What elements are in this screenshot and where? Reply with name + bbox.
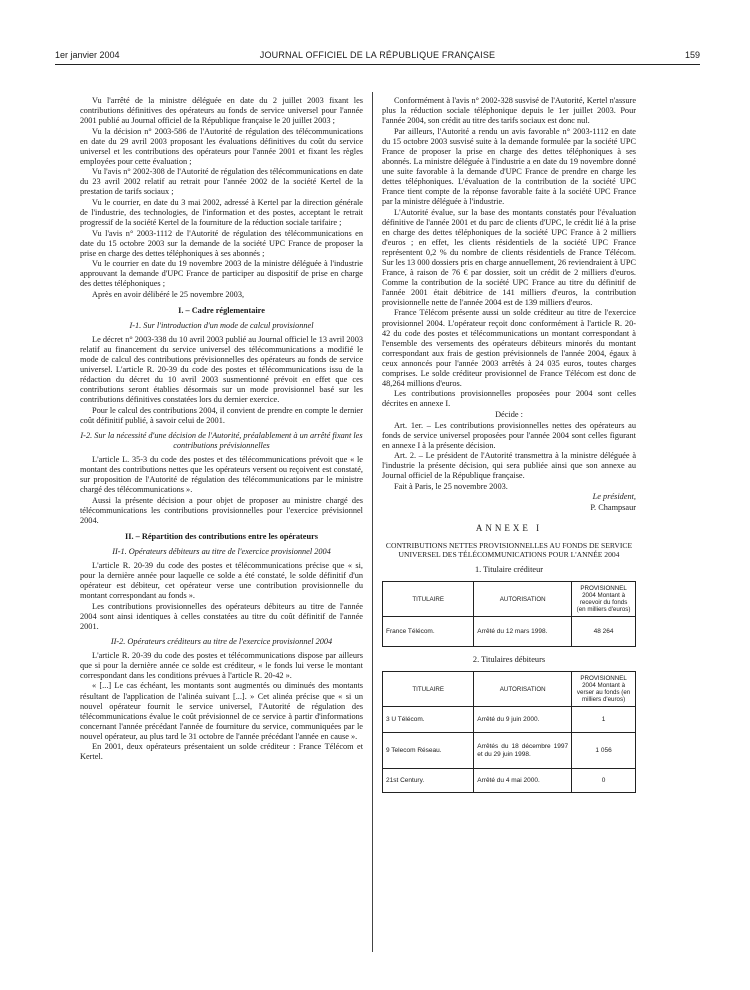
paragraph: Conformément à l'avis n° 2002-328 susvisé de l'Autorité, Kertel n'assure plus la réduction sociale téléphonique depuis le 1er juillet 2003. Pour l'année 2004, son crédit au titre des tarifs sociaux est donc nul. [382, 96, 636, 126]
col-header-autorisation: AUTORISATION [474, 672, 572, 707]
paragraph: L'article L. 35-3 du code des postes et des télécommunications prévoit que « le montant des contributions nettes que les opérateurs versent ou reçoivent est constaté, sur proposition de l'Autorité de régulation des télécommunications par le ministre chargé des télécommunications ». [80, 455, 363, 495]
paragraph: Vu le courrier, en date du 3 mai 2002, adressé à Kertel par la direction générale de l'industrie, des technologies, de l'information et des postes, acceptant le retrait progressif de la société Kertel de la fourniture de la réduction sociale tarifaire ; [80, 197, 363, 228]
paragraph: Après en avoir délibéré le 25 novembre 2003, [92, 289, 245, 299]
signature-line: Le président, [592, 492, 636, 502]
paragraph: « [...] Le cas échéant, les montants sont augmentés ou diminués des montants résultant de l'application de l'alinéa suivant [...]. » Cet alinéa précise que « si un nouvel opérateur fournit le service universel, l'Autorité de régulation des télécommunications évalue le coût prévisionnel de ce service à partir d'informations concernant l'année précédant l'année de fourniture du service, communiquées par le nouvel opérateur, au plus tard le 31 octobre de l'année précédant l'année en cause ». [80, 681, 363, 741]
header-date: 1er janvier 2004 [55, 50, 120, 60]
paragraph: Fait à Paris, le 25 novembre 2003. [394, 481, 508, 491]
table-row [383, 733, 636, 769]
header-page-number: 159 [684, 50, 700, 60]
col-header-provisionnel: PROVISIONNEL 2004 Montant à recevoir du fonds (en milliers d'euros) [572, 582, 636, 617]
paragraph: En 2001, deux opérateurs présentaient un solde créditeur : France Télécom et Kertel. [80, 742, 363, 762]
right-column [382, 96, 636, 801]
paragraph: L'Autorité évalue, sur la base des montants constatés pour l'évaluation définitive de l'année 2001 et du parc de clients d'UPC, le crédit lié à la prise en charge des dettes téléphoniques de la société UPC France à 2 milliers d'euros ; en effet, les clients résidentiels de la société UPC France représentent 0,2 % du nombre de clients résidentiels de France Télécom. Sur les 13 000 dossiers pris en charge annuellement, 26 reviendraient à UPC France, à raison de 76 € par dossier, soit un crédit de 2 milliers d'euros. Comme la contribution de la société UPC France au titre du définitif de l'année 2001 était débitrice de 141 milliers d'euros, la contribution provisionnelle nette de l'année 2004 est de 139 milliers d'euros. [382, 207, 636, 307]
annex-title: CONTRIBUTIONS NETTES PROVISIONNELLES AU FONDS DE SERVICE UNIVERSEL DES TÉLÉCOMMUNICATIONS POUR L'ANNÉE 2004 [385, 540, 633, 559]
paragraph: Les contributions provisionnelles des opérateurs débiteurs au titre de l'année 2004 sont ainsi identiques à celles constatées au titre du coût définitif de l'année 2001. [80, 601, 363, 631]
cell-titulaire: 21st Century. [383, 769, 474, 793]
paragraph: Vu la décision n° 2003-586 de l'Autorité de régulation des télécommunications en date du 29 avril 2003 proposant les évaluations définitives du coût du service universel et les contributions des opérateurs pour l'année 2001 et fixant les règles employées pour cette évaluation ; [80, 126, 363, 166]
cell-montant: 48 264 [572, 617, 636, 647]
col-header-titulaire: TITULAIRE [383, 582, 474, 617]
cell-montant: 1 [572, 707, 636, 733]
column-divider [372, 92, 373, 952]
left-column [80, 96, 363, 763]
col-header-autorisation: AUTORISATION [474, 582, 572, 617]
decision-heading: Décide : [495, 409, 523, 419]
paragraph: Par ailleurs, l'Autorité a rendu un avis favorable n° 2003-1112 en date du 15 octobre 2003 susvisé suite à la demande formulée par la société UPC France de proposer la prise en charge des dettes téléphoniques à ses abonnés. La ministre déléguée à l'industrie a en date du 19 novembre donné une suite favorable à la demande d'UPC France de prendre en charge les dettes téléphoniques. L'évaluation de la contribution de la société UPC France tient compte de la réponse favorable faite à la société UPC France par la ministre déléguée à l'industrie. [382, 126, 636, 206]
paragraph: Vu le courrier en date du 19 novembre 2003 de la ministre déléguée à l'industrie approuvant la demande d'UPC France de participer au dispositif de prise en charge des dettes téléphoniques ; [80, 259, 363, 289]
annex-label: ANNEXE I [475, 522, 543, 533]
cell-autorisation: Arrêté du 9 juin 2000. [474, 707, 572, 733]
table-row [383, 707, 636, 733]
subsection-heading: I-1. Sur l'introduction d'un mode de calcul provisionnel [129, 320, 314, 330]
cell-autorisation: Arrêté du 12 mars 1998. [474, 617, 572, 647]
subsection-heading: I-2. Sur la nécessité d'une décision de l'Autorité, préalablement à un arrêté fixant les contributions prévisionnelles [80, 430, 363, 450]
paragraph: Art. 2. – Le président de l'Autorité transmettra à la ministre déléguée à l'industrie la présente décision, qui sera publiée ainsi que son annexe au Journal officiel de la République française. [382, 451, 636, 481]
cell-autorisation: Arrêtés du 18 décembre 1997 et du 29 juin 1998. [474, 733, 572, 769]
paragraph: Vu l'avis n° 2003-1112 de l'Autorité de régulation des télécommunications en date du 15 octobre 2003 sur la demande de la société UPC France de proposer la prise en charge des dettes téléphoniques à ses abonnés ; [80, 228, 363, 258]
table-row [383, 769, 636, 793]
col-header-titulaire: TITULAIRE [383, 672, 474, 707]
paragraph: Art. 1er. – Les contributions provisionnelles nettes des opérateurs au fonds de service universel proposées pour l'année 2004 sont celles figurant en annexe I à la présente décision. [382, 420, 636, 450]
cell-titulaire: 9 Telecom Réseau. [383, 733, 474, 769]
paragraph: L'article R. 20-39 du code des postes et télécommunications précise que « si, pour la dernière année pour laquelle ce solde a été constaté, le solde définitif d'un opérateur est débiteur, cet opérateur verse une contribution provisionnelle du montant correspondant au fonds ». [80, 560, 363, 601]
table-header-row [383, 582, 636, 617]
cell-titulaire: 3 U Télécom. [383, 707, 474, 733]
header-rule [55, 64, 700, 65]
running-header [55, 50, 700, 64]
right-column-text [382, 96, 636, 513]
section-heading: II. – Répartition des contributions entre les opérateurs [125, 531, 318, 541]
table2-title: 2. Titulaires débiteurs [472, 655, 546, 665]
paragraph: Le décret n° 2003-338 du 10 avril 2003 publié au Journal officiel le 13 avril 2003 relatif au financement du service universel des télécommunications a modifié le mode de calcul des contributions prévisionnelles des opérateurs au fonds de service universel. L'article R. 20-39 du code des postes et télécommunications issu de la rédaction du décret du 10 avril 2003 susmentionné prévoit en effet que ces contributions seront établies désormais sur un mode provisionnel basé sur les contributions définitives constatées lors du dernier exercice. [80, 335, 363, 405]
paragraph: Les contributions provisionnelles proposées pour 2004 sont celles décrites en annexe I. [382, 389, 636, 409]
cell-titulaire: France Télécom. [383, 617, 474, 647]
header-journal-title: JOURNAL OFFICIEL DE LA RÉPUBLIQUE FRANÇAISE [259, 50, 496, 60]
cell-montant: 0 [572, 769, 636, 793]
paragraph: Vu l'arrêté de la ministre déléguée en date du 2 juillet 2003 fixant les contributions définitives des opérateurs au fonds de service universel pour l'année 2001 publié au Journal officiel de la République française le 20 juillet 2003 ; [80, 96, 363, 126]
paragraph: Pour le calcul des contributions 2004, il convient de prendre en compte le dernier coût définitif publié, à savoir celui de 2001. [80, 405, 363, 425]
subsection-heading: II-2. Opérateurs créditeurs au titre de l'exercice provisionnel 2004 [110, 636, 333, 646]
col-header-provisionnel: PROVISIONNEL 2004 Montant à verser au fonds (en milliers d'euros) [572, 672, 636, 707]
table-row [383, 617, 636, 647]
paragraph: Aussi la présente décision a pour objet de proposer au ministre chargé des télécommunications les contributions provisionnelles pour l'exercice prévisionnel 2004. [80, 495, 363, 525]
table1-title: 1. Titulaire créditeur [475, 564, 543, 574]
table-header-row [383, 672, 636, 707]
cell-autorisation: Arrêté du 4 mai 2000. [474, 769, 572, 793]
paragraph: L'article R. 20-39 du code des postes et télécommunications dispose par ailleurs que si pour la dernière année ce solde est créditeur, « le fonds lui verse le montant correspondant dans les conditions prévues à l'article R. 20-42 ». [80, 650, 363, 680]
subsection-heading: II-1. Opérateurs débiteurs au titre de l'exercice provisionnel 2004 [112, 546, 331, 556]
paragraph: Vu l'avis n° 2002-308 de l'Autorité de régulation des télécommunications en date du 23 avril 2002 relatif au retrait pour l'année 2002 de la société Kertel de la prestation de tarifs sociaux ; [80, 167, 363, 197]
cell-montant: 1 056 [572, 733, 636, 769]
creditor-table [382, 581, 636, 647]
section-heading: I. – Cadre réglementaire [178, 305, 265, 315]
debtor-table [382, 671, 636, 793]
paragraph: France Télécom présente aussi un solde créditeur au titre de l'exercice provisionnel 2004. L'opérateur reçoit donc conformément à l'article R. 20-42 du code des postes et télécommunications un montant correspondant à l'ensemble des versements des opérateurs débiteurs minorés du montant correspondant aux frais de gestion prévisionnels de l'année 2004, égaux à ceux annoncés pour l'année 2003 arrêtés à 24 035 euros, toutes charges comprises. Le solde créditeur provisionnel de France Télécom est donc de 48,264 millions d'euros. [382, 308, 636, 388]
signature-line: P. Champsaur [590, 502, 636, 512]
